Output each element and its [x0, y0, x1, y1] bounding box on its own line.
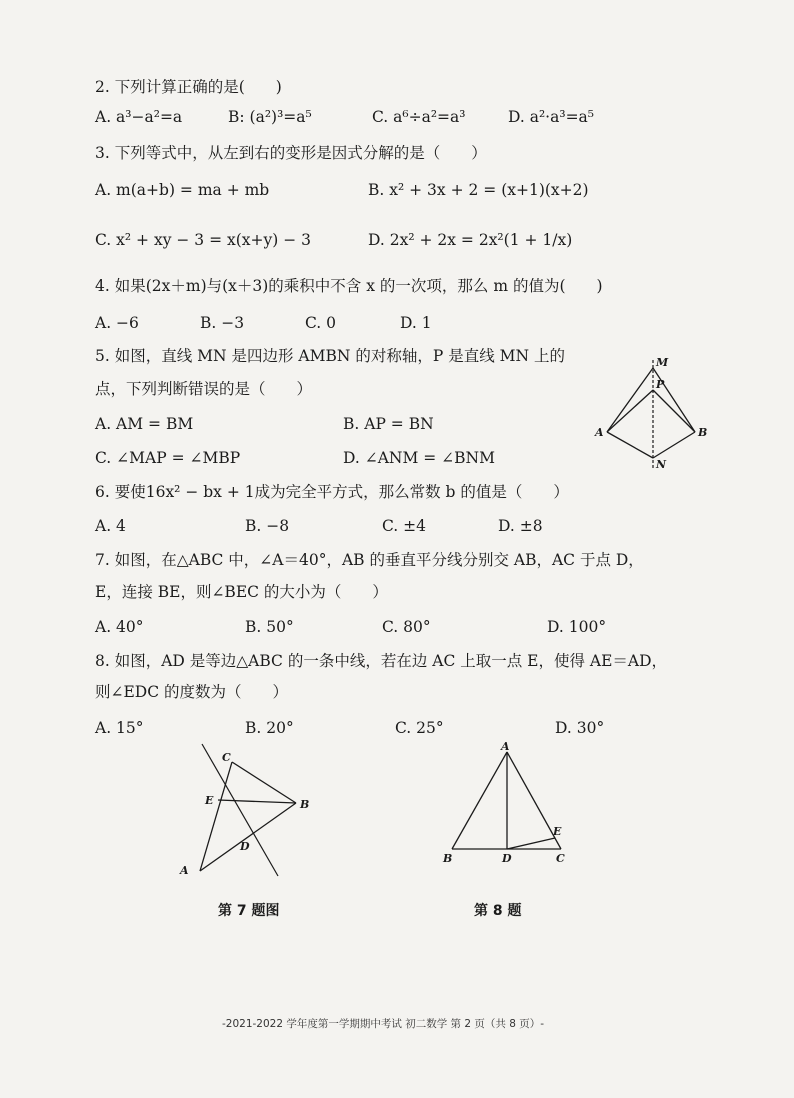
q3-option-d: D. 2x² + 2x = 2x²(1 + 1/x): [368, 231, 573, 249]
q4-option-b: B. −3: [200, 314, 245, 332]
q7-caption: 第 7 题图: [218, 903, 280, 919]
q5-label-n: N: [656, 458, 667, 471]
q4-option-d: D. 1: [400, 314, 432, 332]
q3-stem: 3. 下列等式中，从左到右的变形是因式分解的是（ ）: [95, 144, 487, 162]
q5-option-b: B. AP = BN: [343, 415, 434, 433]
q5-label-m: M: [656, 356, 669, 369]
q8-figure: [435, 738, 575, 868]
q5-segment-am: [607, 368, 653, 432]
q5-option-d: D. ∠ANM = ∠BNM: [343, 449, 495, 467]
q8-label-d: D: [502, 852, 512, 865]
q5-option-a: A. AM = BM: [95, 415, 194, 433]
q7-perpendicular-bisector: [202, 744, 278, 876]
q8-label-c: C: [556, 852, 565, 865]
q4-stem: 4. 如果(2x＋m)与(x＋3)的乘积中不含 x 的一次项，那么 m 的值为( ): [95, 277, 603, 295]
q7-stem-line1: 7. 如图，在△ABC 中，∠A＝40°，AB 的垂直平分线分别交 AB，AC 于点 D，: [95, 551, 644, 569]
q3-option-c: C. x² + xy − 3 = x(x+y) − 3: [95, 231, 312, 249]
q8-option-b: B. 20°: [245, 719, 294, 737]
q7-label-e: E: [205, 794, 214, 807]
q5-figure: [590, 350, 720, 475]
q7-side-cb: [232, 762, 296, 803]
page-footer: -2021-2022 学年度第一学期期中考试 初二数学 第 2 页（共 8 页）-: [222, 1018, 545, 1030]
q8-label-e: E: [553, 825, 562, 838]
q7-option-a: A. 40°: [95, 618, 144, 636]
q8-label-b: B: [443, 852, 453, 865]
q4-option-c: C. 0: [305, 314, 337, 332]
q7-label-d: D: [240, 840, 250, 853]
q2-option-a: A. a³−a²=a: [95, 108, 183, 126]
q5-segment-bn: [653, 432, 695, 458]
q5-segment-bp: [653, 390, 695, 432]
q7-label-a: A: [180, 864, 189, 877]
q8-segment-de: [507, 838, 555, 849]
q6-option-b: B. −8: [245, 517, 290, 535]
q3-option-a: A. m(a+b) = ma + mb: [95, 181, 270, 199]
q8-stem-line2: 则∠EDC 的度数为（ ）: [95, 683, 289, 701]
q8-caption: 第 8 题: [474, 903, 522, 919]
q5-stem-line1: 5. 如图，直线 MN 是四边形 AMBN 的对称轴，P 是直线 MN 上的: [95, 347, 566, 365]
q7-segment-be: [218, 800, 296, 803]
q5-label-b: B: [698, 426, 708, 439]
q6-option-d: D. ±8: [498, 517, 543, 535]
q7-option-c: C. 80°: [382, 618, 431, 636]
q2-option-d: D. a²·a³=a⁵: [508, 108, 595, 126]
q8-option-a: A. 15°: [95, 719, 144, 737]
q2-option-c: C. a⁶÷a²=a³: [372, 108, 466, 126]
q7-option-d: D. 100°: [547, 618, 607, 636]
q5-stem-line2: 点，下列判断错误的是（ ）: [95, 380, 313, 398]
q7-side-ab: [200, 803, 296, 871]
q6-stem: 6. 要使16x² − bx + 1成为完全平方式，那么常数 b 的值是（ ）: [95, 483, 569, 501]
q7-stem-line2: E，连接 BE，则∠BEC 的大小为（ ）: [95, 583, 388, 601]
q8-option-c: C. 25°: [395, 719, 444, 737]
q7-figure: [170, 738, 330, 888]
q6-option-a: A. 4: [95, 517, 126, 535]
q8-label-a: A: [501, 740, 510, 753]
q7-label-b: B: [300, 798, 310, 811]
q7-side-ac: [200, 762, 232, 871]
q5-option-c: C. ∠MAP = ∠MBP: [95, 449, 241, 467]
q3-option-b: B. x² + 3x + 2 = (x+1)(x+2): [368, 181, 589, 199]
q5-label-p: P: [656, 378, 665, 391]
q2-stem: 2. 下列计算正确的是( ): [95, 78, 282, 96]
q5-segment-ap: [607, 390, 653, 432]
q5-label-a: A: [595, 426, 604, 439]
q5-segment-an: [607, 432, 653, 458]
q8-option-d: D. 30°: [555, 719, 605, 737]
q4-option-a: A. −6: [95, 314, 139, 332]
q8-side-ab: [452, 752, 507, 849]
q6-option-c: C. ±4: [382, 517, 427, 535]
q7-label-c: C: [222, 751, 231, 764]
q2-option-b: B: (a²)³=a⁵: [228, 108, 312, 126]
q7-option-b: B. 50°: [245, 618, 294, 636]
q8-stem-line1: 8. 如图，AD 是等边△ABC 的一条中线，若在边 AC 上取一点 E，使得 AE＝AD，: [95, 652, 668, 670]
